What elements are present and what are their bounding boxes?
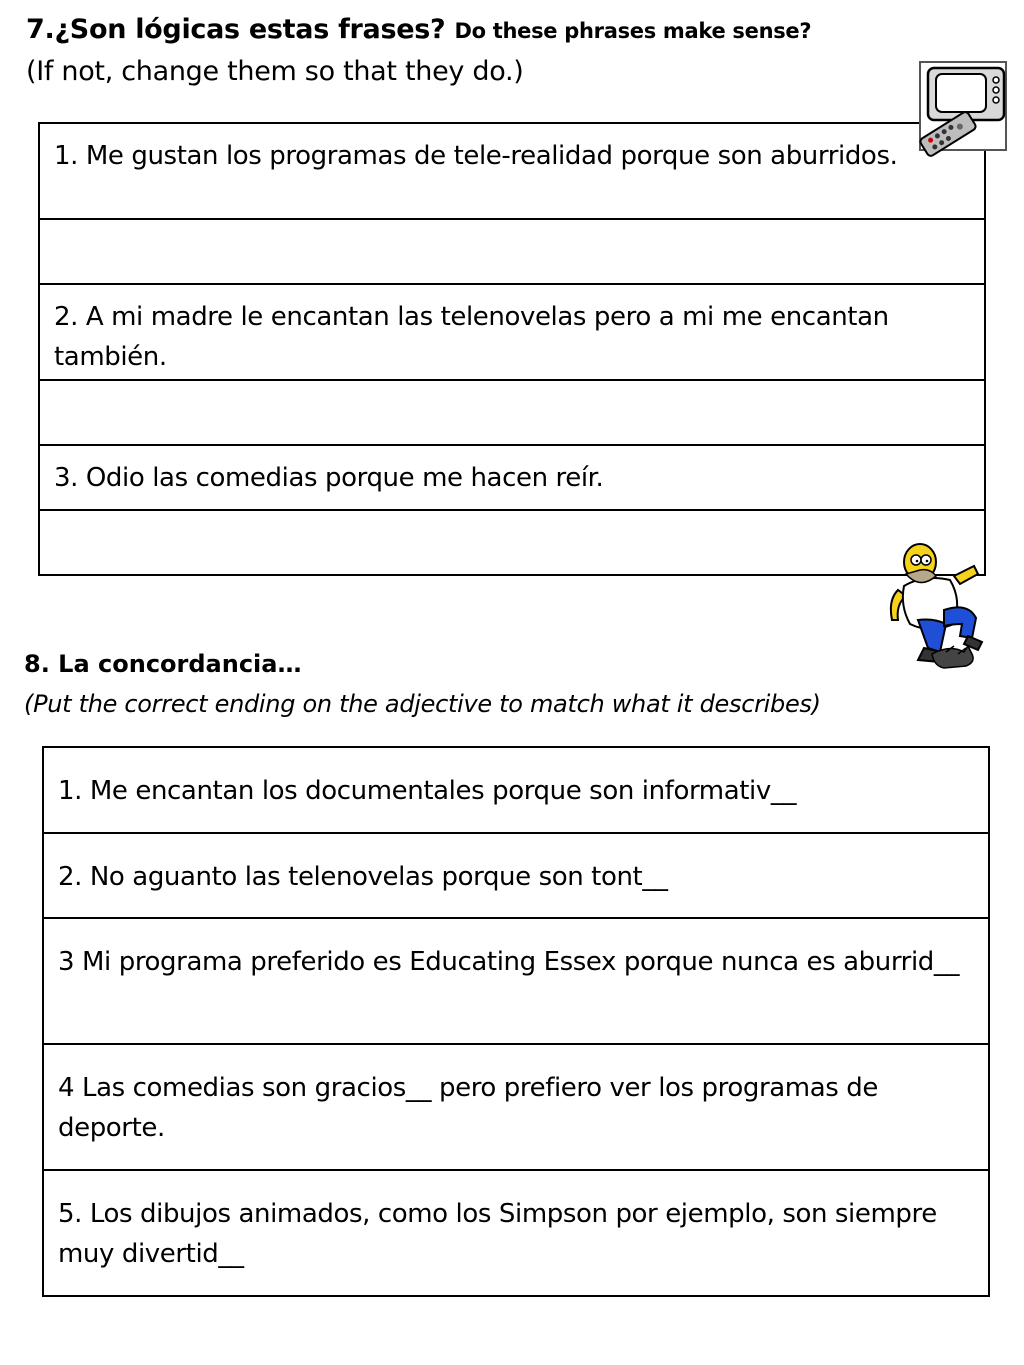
q8-sentence-1[interactable]: 1. Me encantan los documentales porque son informativ__ (43, 747, 989, 833)
q7-sentence-2: 2. A mi madre le encantan las telenovelas pero a mi me encantan también. (39, 284, 985, 380)
q8-sentence-4[interactable]: 4 Las comedias son gracios__ pero prefiero ver los programas de deporte. (43, 1044, 989, 1170)
q8-sentence-5[interactable]: 5. Los dibujos animados, como los Simpson por ejemplo, son siempre muy divertid__ (43, 1170, 989, 1296)
q7-answer-cell-2[interactable] (39, 380, 985, 445)
q8-sentence-3[interactable]: 3 Mi programa preferido es Educating Essex porque nunca es aburrid__ (43, 918, 989, 1044)
question-8-table (42, 746, 990, 1297)
question-8-instructions: (Put the correct ending on the adjective to match what it describes) (24, 690, 821, 718)
q7-answer-cell-3[interactable] (39, 510, 985, 575)
television-with-remote-icon (918, 60, 1010, 158)
question-7-title-english: Do these phrases make sense? (454, 19, 812, 43)
q7-sentence-1: 1. Me gustan los programas de tele-realidad porque son aburridos. (39, 123, 985, 219)
q7-answer-cell-1[interactable] (39, 219, 985, 284)
running-cartoon-character-icon (884, 540, 990, 676)
question-7-title (26, 14, 811, 45)
q8-sentence-2[interactable]: 2. No aguanto las telenovelas porque son tont__ (43, 833, 989, 918)
question-8-title: 8. La concordancia… (24, 650, 302, 678)
question-7-instructions: (If not, change them so that they do.) (26, 56, 524, 87)
question-7-table (38, 122, 986, 576)
question-7-title-spanish: 7.¿Son lógicas estas frases? (26, 14, 446, 45)
q7-sentence-3: 3. Odio las comedias porque me hacen reír. (39, 445, 985, 510)
